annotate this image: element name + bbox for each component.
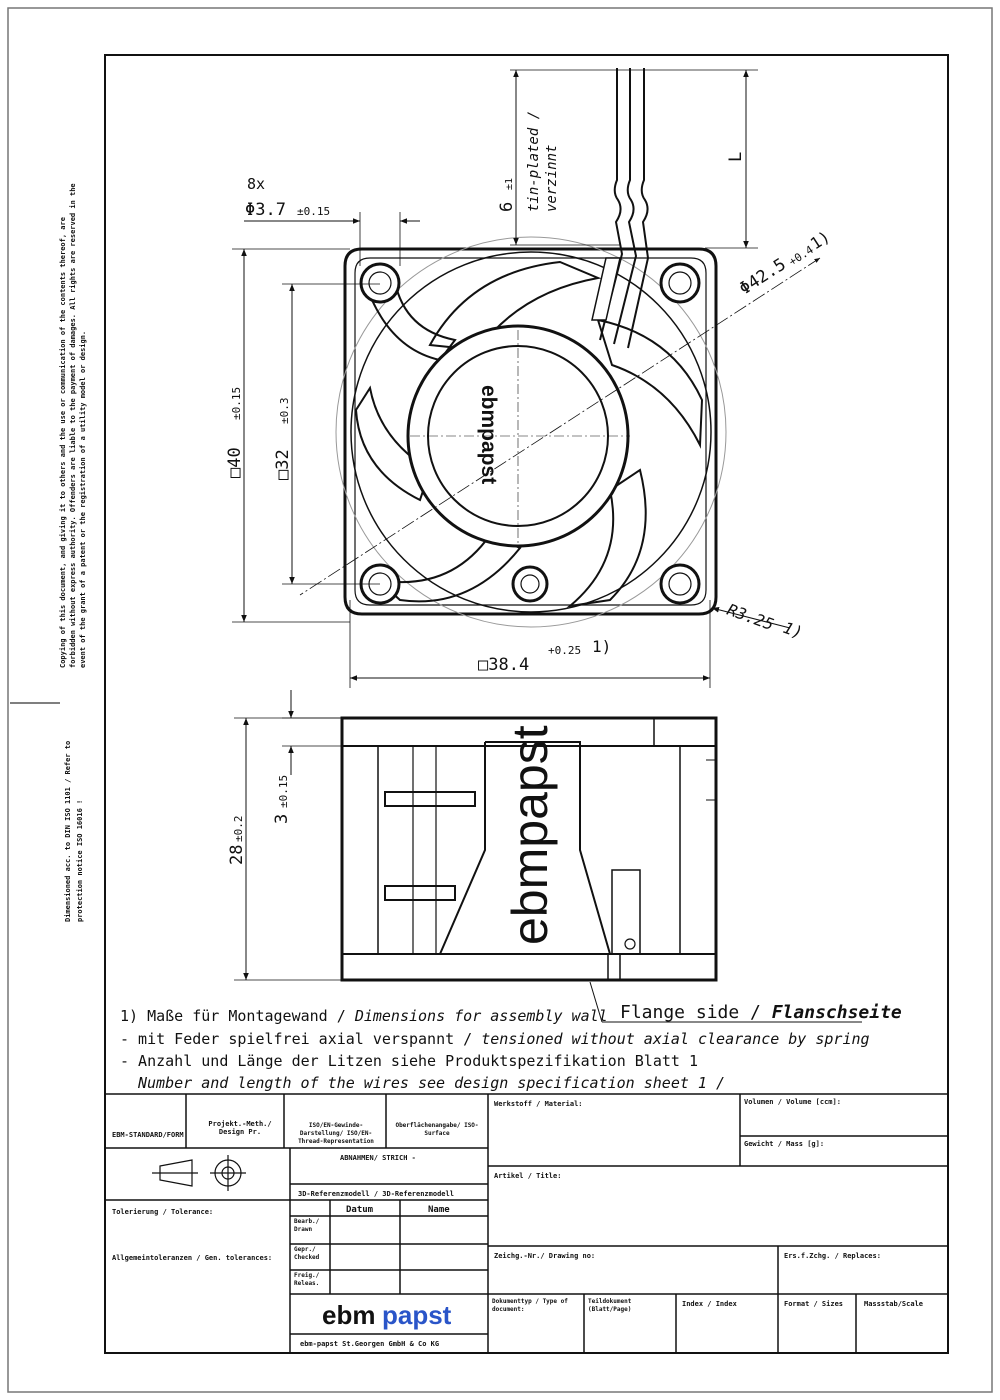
bolt-circle-note: 1)	[806, 226, 834, 254]
tb-proj-method: Projekt.-Meth./ Design Pr.	[208, 1120, 272, 1136]
mounting-hole-tl	[361, 264, 399, 302]
tb-general-tol: Allgemeintoleranzen / Gen. tolerances:	[112, 1254, 273, 1262]
tb-sheet: Teildokument (Blatt/Page)	[588, 1298, 632, 1313]
bolt-circle-value: Φ42.5	[735, 254, 790, 300]
tb-name-head: Name	[428, 1205, 450, 1215]
dim-wire-length	[497, 70, 758, 248]
tb-weight: Gewicht / Mass [g]:	[744, 1140, 825, 1148]
tb-date-head: Datum	[346, 1205, 374, 1215]
tb-format: Format / Sizes	[784, 1300, 844, 1308]
mounting-hole-br	[661, 565, 699, 603]
dim-square-32	[273, 284, 380, 584]
logo-papst: papst	[382, 1300, 452, 1330]
verzinnt-label: verzinnt	[544, 144, 560, 212]
company-name: ebm-papst St.Georgen GmbH & Co KG	[300, 1340, 440, 1348]
dim-bolt-circle	[736, 227, 834, 299]
dim-holes	[244, 175, 420, 266]
dim-height	[227, 718, 342, 980]
note-4: Number and length of the wires see design specification sheet 1 /	[138, 1074, 725, 1092]
sheet-border	[8, 8, 992, 1392]
dim-square-40	[225, 249, 350, 622]
tb-replaces: Ers.f.Zchg. / Replaces:	[784, 1252, 881, 1260]
tb-approved: Freig./ Releas.	[294, 1272, 320, 1287]
tb-scale: Massstab/Scale	[864, 1300, 924, 1308]
standard-notice: Dimensioned acc. to DIN ISO 1101 / Refer to protection notice ISO 16016 !	[64, 740, 84, 922]
tb-drawing-no: Zeichg.-Nr./ Drawing no:	[494, 1252, 596, 1260]
flange-value: 3	[272, 813, 292, 824]
copyright-notice: Copying of this document, and giving it to others and the use or communication of the contents thereof, are forbidden without express authority. Offenders are liable to the payment of damages. All rights are reserved in the event of the grant of a patent or the registration of a utility model or design.	[59, 183, 87, 668]
tb-reference: 3D-Referenzmodell / 3D-Referenzmodell	[298, 1190, 454, 1198]
height-tol: ±0.2	[232, 815, 245, 842]
flange-tol: ±0.15	[277, 774, 290, 808]
radius-value: R3.25	[724, 599, 777, 635]
square38-tol: +0.25	[548, 644, 582, 657]
dim-radius	[712, 600, 805, 642]
wire-strip-length: 6	[497, 201, 517, 212]
tb-checked: Gepr./ Checked	[294, 1246, 320, 1261]
holes-count: 8x	[247, 175, 266, 193]
hub-logo: ebmpapst	[477, 385, 500, 485]
radius-note: 1)	[780, 617, 806, 643]
bottom-boss	[513, 567, 547, 601]
mounting-hole-tr	[661, 264, 699, 302]
tb-surface: Oberflächenangabe/ ISO-Surface	[395, 1122, 479, 1137]
tb-doc-type: Dokumenttyp / Type of document:	[492, 1298, 568, 1313]
square38-value: □38.4	[478, 655, 530, 675]
tb-material: Werkstoff / Material:	[494, 1100, 583, 1108]
tb-ebm-standard: EBM-STANDARD/FORM	[112, 1131, 184, 1139]
tb-article: Artikel / Title:	[494, 1172, 562, 1180]
wire-length-L: L	[726, 151, 746, 162]
holes-dia: Φ3.7	[245, 200, 286, 220]
bolt-circle-line	[300, 258, 820, 595]
square40-value: □40	[225, 447, 245, 478]
tb-index: Index / Index	[682, 1300, 737, 1308]
tb-tolerancing: Tolerierung / Tolerance:	[112, 1208, 214, 1216]
square32-tol: ±0.3	[278, 397, 291, 424]
side-logo: ebmpapst	[502, 725, 558, 945]
square32-value: □32	[273, 449, 293, 480]
logo-ebm: ebm	[322, 1300, 376, 1330]
holes-tol: ±0.15	[297, 205, 331, 218]
tb-iso-view: ISO/EN-Gewinde-Darstellung/ ISO/EN-Thread-Representation	[298, 1122, 374, 1145]
dim-flange	[272, 690, 342, 824]
tin-plated-label: tin-plated /	[526, 110, 542, 212]
wire-strip-tol: ±1	[504, 177, 515, 190]
note-3: - Anzahl und Länge der Litzen siehe Produktspezifikation Blatt 1	[120, 1052, 698, 1070]
ebmpapst-logo	[322, 1300, 452, 1330]
flange-side-callout	[590, 982, 902, 1023]
tb-drawn: Bearb./ Drawn	[294, 1218, 320, 1233]
tb-standard-row: ABNAHMEN/ STRICH -	[340, 1154, 416, 1162]
height-value: 28	[227, 844, 247, 865]
bolt-circle-tol: +0.4	[786, 243, 816, 269]
flange-side-label: Flange side / Flanschseite	[620, 1002, 902, 1023]
tb-volume: Volumen / Volume [ccm]:	[744, 1098, 841, 1106]
note-2: - mit Feder spielfrei axial verspannt / tensioned without axial clearance by spring	[120, 1030, 870, 1048]
square38-note: 1)	[592, 637, 612, 656]
note-1: 1) Maße für Montagewand / Dimensions for assembly wall	[120, 1007, 608, 1025]
square40-tol: ±0.15	[230, 386, 243, 420]
projection-symbol-icon	[152, 1155, 246, 1191]
